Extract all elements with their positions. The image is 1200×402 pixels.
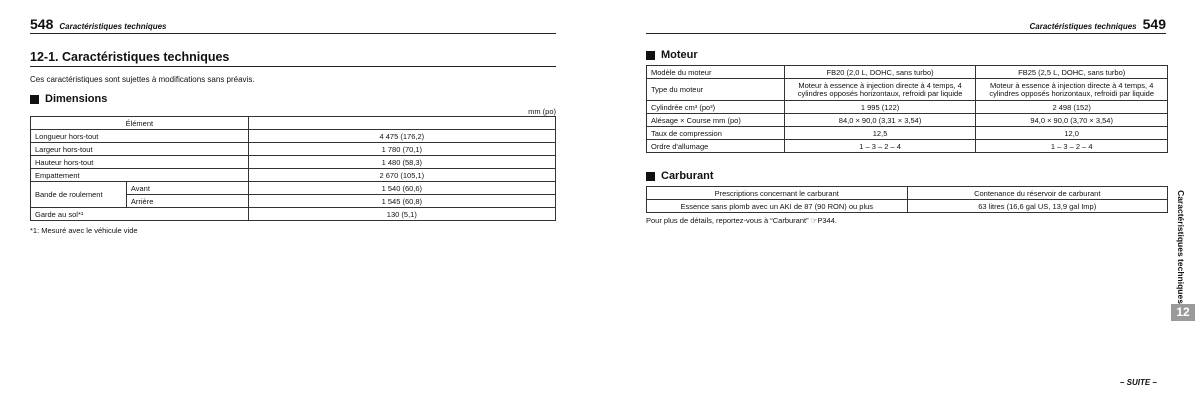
page-number: 548 <box>30 16 54 32</box>
table-header-row <box>31 117 556 130</box>
fb20-value: 84,0 × 90,0 (3,31 × 3,54) <box>784 114 976 127</box>
fuel-capacity: 63 litres (16,6 gal US, 13,9 gal Imp) <box>907 200 1168 213</box>
row-label: Longueur hors-tout <box>31 130 249 143</box>
column-header: Prescriptions concernant le carburant <box>647 187 908 200</box>
table-row <box>647 66 1168 79</box>
engine-heading <box>646 49 698 61</box>
dimensions-table <box>30 116 556 221</box>
square-bullet-icon <box>646 51 655 60</box>
engine-table <box>646 65 1168 153</box>
row-label: Type du moteur <box>647 79 785 101</box>
footnote: *1: Mesuré avec le véhicule vide <box>30 226 138 235</box>
table-row <box>31 208 556 221</box>
table-row <box>647 140 1168 153</box>
dimensions-heading-text: Dimensions <box>45 93 108 105</box>
table-row <box>31 156 556 169</box>
track-rear-value: 1 545 (60,8) <box>248 195 555 208</box>
table-row <box>31 143 556 156</box>
fuel-reference-note: Pour plus de détails, reportez-vous à “Carburant” ☞P344. <box>646 216 837 225</box>
row-label: Modèle du moteur <box>647 66 785 79</box>
fb25-value: Moteur à essence à injection directe à 4 temps, 4 cylindres opposés horizontaux, refroidi par liquide <box>976 79 1168 101</box>
fb20-value: Moteur à essence à injection directe à 4 temps, 4 cylindres opposés horizontaux, refroidi par liquide <box>784 79 976 101</box>
row-value: 4 475 (176,2) <box>248 130 555 143</box>
table-row <box>647 200 1168 213</box>
side-tab-label: Caractéristiques techniques <box>1176 190 1186 304</box>
intro-text: Ces caractéristiques sont sujettes à modifications sans préavis. <box>30 75 255 84</box>
track-front-value: 1 540 (60,6) <box>248 182 555 195</box>
table-row <box>647 127 1168 140</box>
right-page-header <box>646 16 1166 34</box>
column-header: Contenance du réservoir de carburant <box>907 187 1168 200</box>
table-header-row <box>647 187 1168 200</box>
table-row <box>31 182 556 195</box>
fuel-spec: Essence sans plomb avec un AKI de 87 (90 RON) ou plus <box>647 200 908 213</box>
page-number: 549 <box>1142 16 1166 32</box>
column-header-blank <box>248 117 555 130</box>
row-value: 1 480 (58,3) <box>248 156 555 169</box>
row-value: 1 780 (70,1) <box>248 143 555 156</box>
fuel-heading <box>646 170 714 182</box>
row-label: Largeur hors-tout <box>31 143 249 156</box>
track-rear-label: Arrière <box>126 195 248 208</box>
square-bullet-icon <box>30 95 39 104</box>
fb25-value: 1 – 3 – 2 – 4 <box>976 140 1168 153</box>
fb25-value: 94,0 × 90,0 (3,70 × 3,54) <box>976 114 1168 127</box>
row-label: Garde au sol*¹ <box>31 208 249 221</box>
row-label: Taux de compression <box>647 127 785 140</box>
column-header: Élément <box>31 117 249 130</box>
fb20-value: FB20 (2,0 L, DOHC, sans turbo) <box>784 66 976 79</box>
fb25-value: FB25 (2,5 L, DOHC, sans turbo) <box>976 66 1168 79</box>
running-title: Caractéristiques techniques <box>59 22 167 31</box>
track-label: Bande de roulement <box>31 182 127 208</box>
row-label: Ordre d'allumage <box>647 140 785 153</box>
square-bullet-icon <box>646 172 655 181</box>
row-value: 130 (5,1) <box>248 208 555 221</box>
engine-heading-text: Moteur <box>661 49 698 61</box>
running-title: Caractéristiques techniques <box>1029 22 1137 31</box>
fuel-heading-text: Carburant <box>661 170 714 182</box>
continued-label: – SUITE – <box>1120 378 1157 387</box>
dimensions-heading <box>30 93 107 105</box>
fuel-table <box>646 186 1168 213</box>
fb20-value: 12,5 <box>784 127 976 140</box>
fb25-value: 12,0 <box>976 127 1168 140</box>
table-row <box>647 114 1168 127</box>
fb20-value: 1 995 (122) <box>784 101 976 114</box>
row-value: 2 670 (105,1) <box>248 169 555 182</box>
row-label: Empattement <box>31 169 249 182</box>
table-row <box>647 79 1168 101</box>
track-front-label: Avant <box>126 182 248 195</box>
row-label: Cylindrée cm³ (po³) <box>647 101 785 114</box>
unit-label: mm (po) <box>528 107 556 116</box>
side-tab <box>1176 192 1186 302</box>
row-label: Alésage × Course mm (po) <box>647 114 785 127</box>
row-label: Hauteur hors-tout <box>31 156 249 169</box>
table-row <box>31 169 556 182</box>
left-page-header <box>30 16 556 34</box>
fb25-value: 2 498 (152) <box>976 101 1168 114</box>
chapter-number-tab: 12 <box>1171 304 1195 321</box>
fb20-value: 1 – 3 – 2 – 4 <box>784 140 976 153</box>
section-title: 12-1. Caractéristiques techniques <box>30 50 556 67</box>
table-row <box>647 101 1168 114</box>
table-row <box>31 130 556 143</box>
